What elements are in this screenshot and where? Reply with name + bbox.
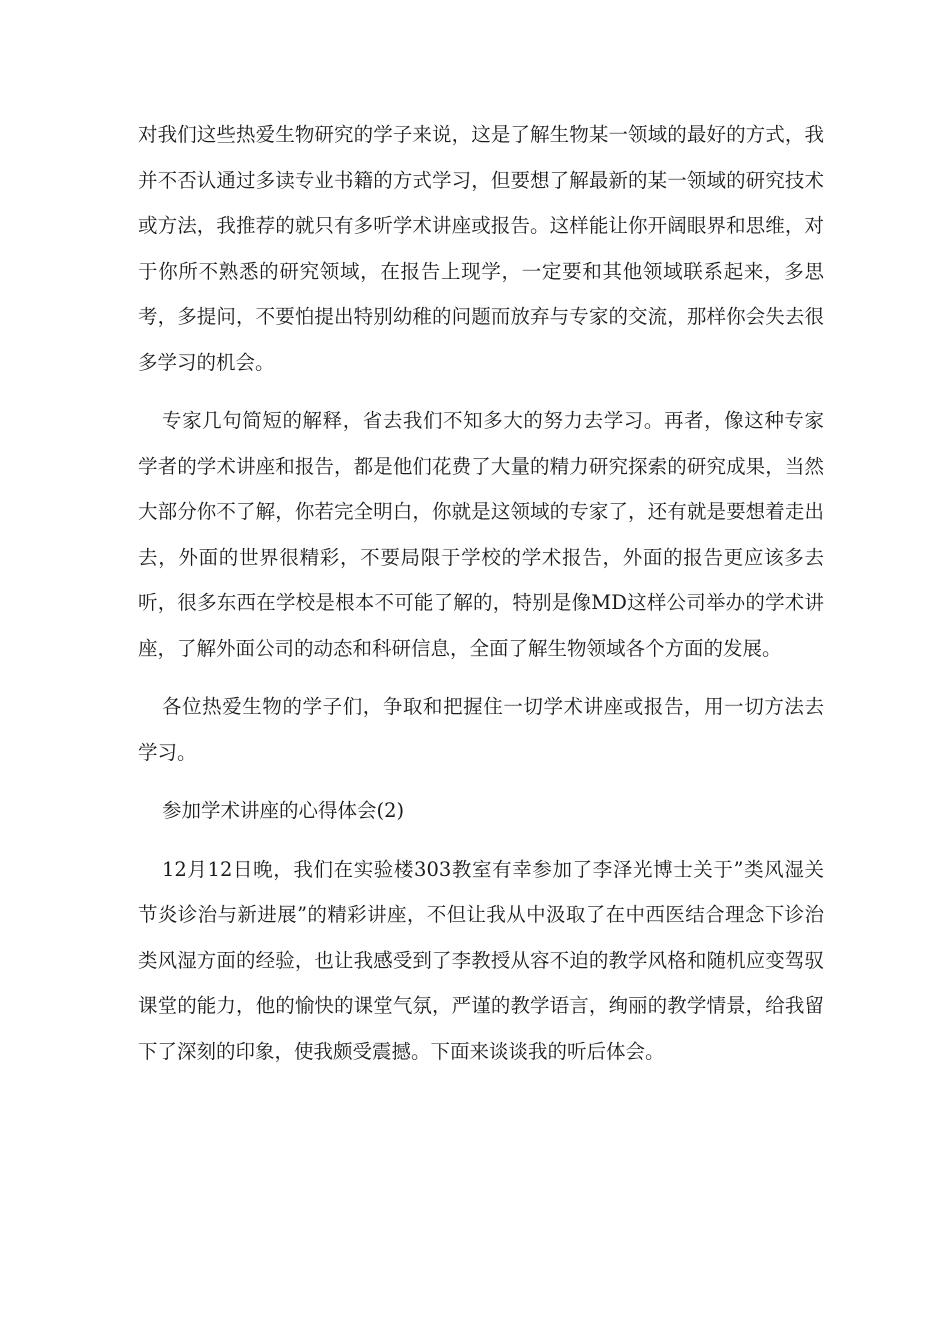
paragraph-1: 对我们这些热爱生物研究的学子来说，这是了解生物某一领域的最好的方式，我并不否认通过多读专业书籍的方式学习，但要想了解最新的某一领域的研究技术或方法，我推荐的就只有多听学术讲座或报告。这样能让你开阔眼界和思维，对于你所不熟悉的研究领域，在报告上现学，一定要和其他领域联系起来，多思考，多提问，不要怕提出特别幼稚的问题而放弃与专家的交流，那样你会失去很多学习的机会。 — [138, 123, 824, 374]
paragraph-3: 各位热爱生物的学子们，争取和把握住一切学术讲座或报告，用一切方法去学习。 — [138, 695, 824, 764]
paragraph-2: 专家几句简短的解释，省去我们不知多大的努力去学习。再者，像这种专家学者的学术讲座和报告，都是他们花费了大量的精力研究探索的研究成果，当然大部分你不了解，你若完全明白，你就是这领域的专家了，还有就是要想着走出去，外面的世界很精彩，不要局限于学校的学术报告，外面的报告更应该多去听，很多东西在学校是根本不可能了解的，特别是像MD这样公司举办的学术讲座，了解外面公司的动态和科研信息，全面了解生物领域各个方面的发展。 — [138, 409, 824, 660]
paragraph-4: 12月12日晚，我们在实验楼303教室有幸参加了李泽光博士关于”类风湿关节炎诊治与新进展”的精彩讲座，不但让我从中汲取了在中西医结合理念下诊治类风湿方面的经验，也让我感受到了李教授从容不迫的教学风格和随机应变驾驭课堂的能力，他的愉快的课堂气氛，严谨的教学语言，绚丽的教学情景，给我留下了深刻的印象，使我颇受震撼。下面来谈谈我的听后体会。 — [138, 857, 824, 1063]
section-heading: 参加学术讲座的心得体会(2) — [162, 799, 405, 822]
document-body — [138, 112, 824, 1087]
